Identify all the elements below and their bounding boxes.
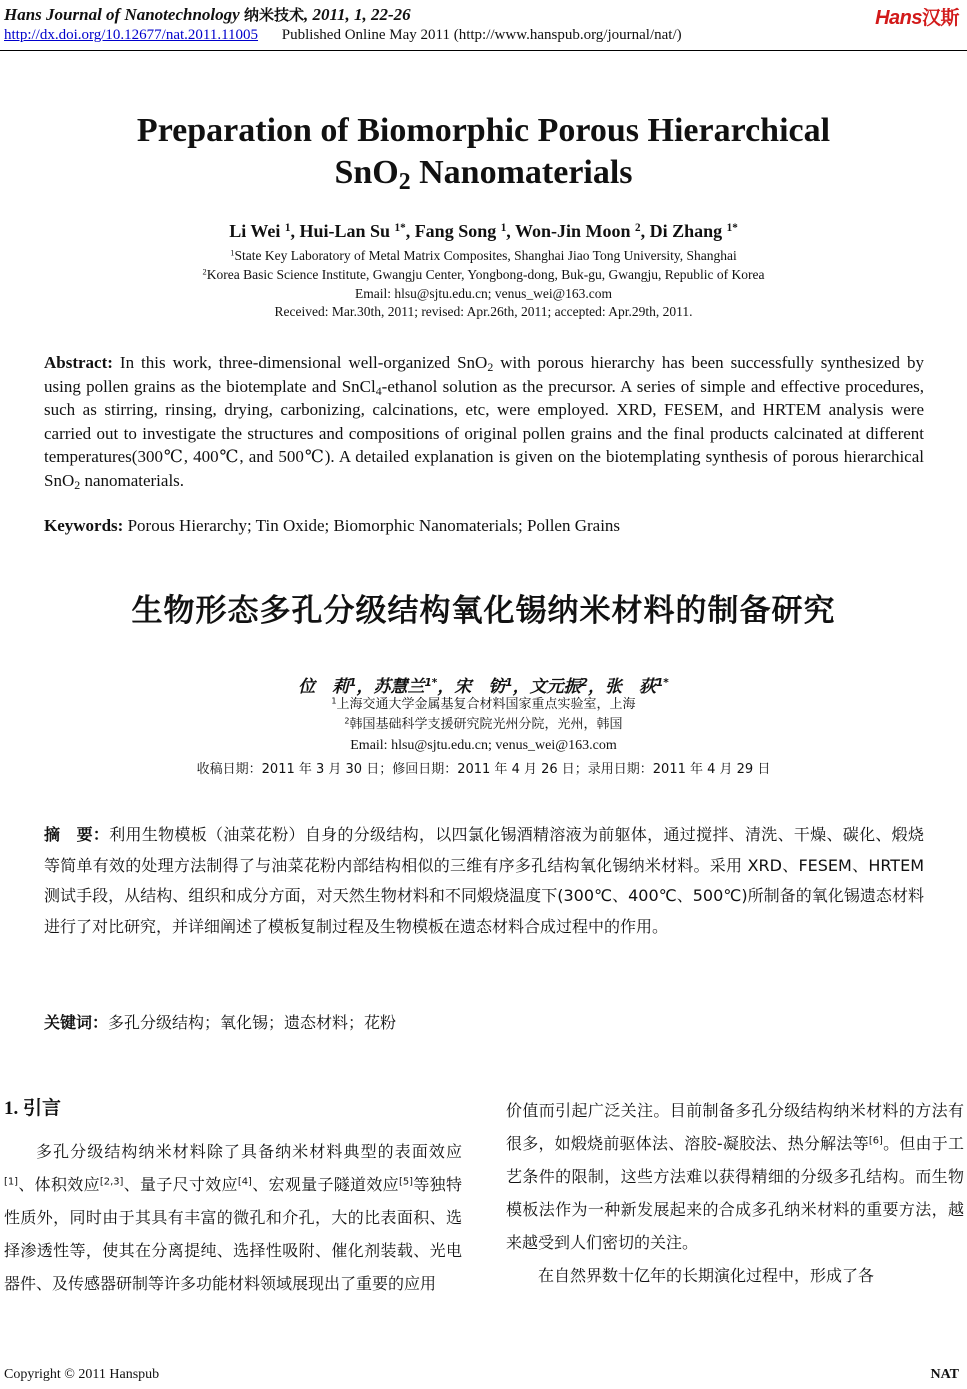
paragraph-intro-1-cont: 价值而引起广泛关注。目前制备多孔分级结构纳米材料的方法有很多，如煅烧前驱体法、溶胶-凝胶法、热分解法等[6]。但由于工艺条件的限制，这些方法难以获得精细的分级多孔结构。而生物模板法作为一种新发展起来的合成多孔纳米材料的重要方法，越来越受到人们密切的关注。	[506, 1101, 964, 1252]
footer-journal-abbr: NAT	[930, 1367, 959, 1382]
paragraph-intro-1: 多孔分级结构纳米材料除了具备纳米材料典型的表面效应[1]、体积效应[2,3]、量子尺寸效应[4]、宏观量子隧道效应[5]等独特性质外，同时由于其具有丰富的微孔和介孔，大的比表面积、选择渗透性等，使其在分离提纯、选择性吸附、催化剂装载、光电器件、及传感器研制等许多功能材料领域展现出了重要的应用	[4, 1142, 462, 1293]
footer-copyright: Copyright © 2011 Hanspub	[4, 1367, 160, 1382]
authors-en: Li Wei $^1$, Hui-Lan Su $^{1*}$, Fang Song $^1$, Won-Jin Moon $^2$, Di Zhang $^{1*}$	[229, 221, 738, 241]
journal-name-cn: 纳米技术	[243, 6, 304, 24]
affiliation-1-cn: $^1$上海交通大学金属基复合材料国家重点实验室，上海	[331, 696, 636, 712]
title-line-2: SnO$_2$ Nanomaterials	[334, 154, 633, 195]
authors-cn: 位 莉$^1$，苏慧兰$^{1*}$，宋 钫$^1$，文元振$^2$，张 荻$^{1*}$	[298, 677, 669, 697]
email-en: Email: hlsu@sjtu.edu.cn; venus_wei@163.com	[355, 286, 612, 301]
dates-en: Received: Mar.30th, 2011; revised: Apr.26th, 2011; accepted: Apr.29th, 2011.	[274, 304, 693, 319]
abstract-en: Abstract: In this work, three-dimensional well-organized SnO$_2$ with porous hierarchy has been successfully synthesized by using pollen grains as the biotemplate and SnCl$_4$-ethanol solution as the precursor. A series of simple and effective procedures, such as stirring, rinsing, drying, carbonizing, calcinations, etc, were employed. XRD, FESEM, and HRTEM analysis were carried out to investigate the structures and compositions of original pollen grains and the final products calcinated at different temperatures(300℃, 400℃, and 500℃). A detailed explanation is given on the biotemplating synthesis of porous hierarchical SnO$_2$ nanomaterials.	[44, 353, 924, 492]
paper-title-en	[0, 110, 967, 194]
abstract-cn: 摘 要：利用生物模板（油菜花粉）自身的分级结构，以四氯化锡酒精溶液为前躯体，通过搅拌、清洗、干燥、碳化、煅烧等简单有效的处理方法制得了与油菜花粉内部结构相似的三维有序多孔结构氧化锡纳米材料。采用 XRD、FESEM、HRTEM 测试手段，从结构、组织和成分方面，对天然生物材料和不同煅烧温度下(300℃、400℃、500℃)所制备的氧化锡遗态材料进行了对比研究，并详细阐述了模板复制过程及生物模板在遗态材料合成过程中的作用。	[44, 825, 924, 936]
paragraph-intro-2: 在自然界数十亿年的长期演化过程中，形成了各	[538, 1266, 875, 1285]
affiliation-2-cn: $^2$韩国基础科学支援研究院光州分院，光州，韩国	[344, 716, 623, 732]
title-line-1: Preparation of Biomorphic Porous Hierarchical	[136, 112, 831, 149]
logo-text-en: Hans	[875, 7, 922, 29]
journal-issue: , 2011, 1, 22-26	[303, 5, 411, 24]
affiliation-1: $^1$State Key Laboratory of Metal Matrix Composites, Shanghai Jiao Tong University, Shanghai	[230, 248, 737, 263]
affiliation-2: $^2$Korea Basic Science Institute, Gwangju Center, Yongbong-dong, Buk-gu, Gwangju, Republic of Korea	[202, 267, 765, 282]
paper-title-cn: 生物形态多孔分级结构氧化锡纳米材料的制备研究	[131, 593, 836, 629]
journal-header	[4, 4, 411, 25]
header-rule	[0, 50, 967, 51]
keywords-label: Keywords:	[44, 516, 124, 535]
doi-link[interactable]: http://dx.doi.org/10.12677/nat.2011.11005	[4, 27, 259, 43]
dates-cn: 收稿日期：2011 年 3 月 30 日；修回日期：2011 年 4 月 26 日；录用日期：2011 年 4 月 29 日	[196, 762, 771, 777]
section-heading-intro: 1. 引言	[4, 1097, 62, 1119]
keywords-cn-label: 关键词：	[44, 1013, 109, 1032]
published-online: Published Online May 2011 (http://www.hanspub.org/journal/nat/)	[281, 27, 682, 43]
abstract-cn-label: 摘 要：	[44, 825, 110, 844]
hans-logo	[875, 3, 959, 30]
body-column-left	[4, 1135, 462, 1300]
logo-text-cn: 汉斯	[921, 7, 959, 29]
journal-name-en: Hans Journal of Nanotechnology	[4, 5, 240, 24]
keywords-cn: 关键词：多孔分级结构；氧化锡；遗态材料；花粉	[44, 1013, 397, 1032]
abstract-label: Abstract:	[44, 353, 113, 372]
doi-line	[4, 27, 682, 44]
email-cn: Email: hlsu@sjtu.edu.cn; venus_wei@163.com	[350, 738, 617, 753]
body-column-right	[506, 1094, 964, 1292]
keywords-en: Keywords: Porous Hierarchy; Tin Oxide; Biomorphic Nanomaterials; Pollen Grains	[44, 516, 621, 535]
